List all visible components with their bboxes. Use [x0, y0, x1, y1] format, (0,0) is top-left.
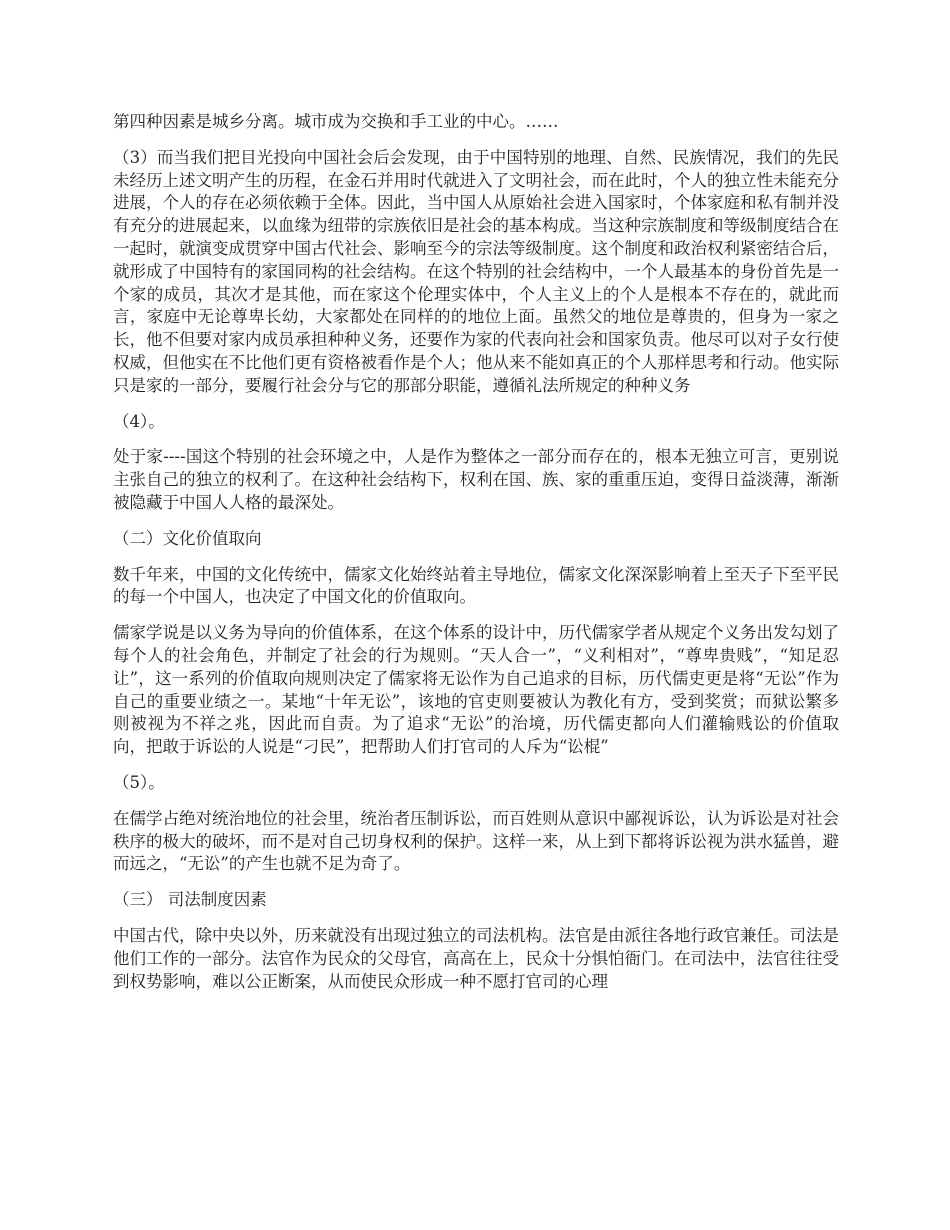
- paragraph-litigation-contempt: 在儒学占绝对统治地位的社会里，统治者压制诉讼，而百姓则从意识中鄙视诉讼，认为诉讼是对社会秩序的极大的破坏，而不是对自己切身权利的保护。这样一来，从上到下都将诉讼视为洪水猛兽，避而远之，“无讼”的产生也就不足为奇了。: [113, 808, 839, 874]
- paragraph-urban-rural: 第四种因素是城乡分离。城市成为交换和手工业的中心。……: [113, 112, 559, 131]
- document-body: [113, 111, 839, 1006]
- paragraph-3-clan-system: （3）而当我们把目光投向中国社会后会发现，由于中国特别的地理、自然、民族情况，我们的先民未经历上述文明产生的历程，在金石并用时代就进入了文明社会，而在此时，个人的独立性未能充分进展，个人的存在必须依赖于全体。因此，当中国人从原始社会进入国家时，个体家庭和私有制并没有充分的进展起来，以血缘为纽带的宗族依旧是社会的基本构成。当这种宗族制度和等级制度结合在一起时，就演变成贯穿中国古代社会、影响至今的宗法等级制度。这个制度和政治权利紧密结合后，就形成了中国特有的家国同构的社会结构。在这个特别的社会结构中，一个人最基本的身份首先是一个家的成员，其次才是其他，而在家这个伦理实体中，个人主义上的个人是根本不存在的，就此而言，家庭中无论尊卑长幼，大家都处在同样的的地位上面。虽然父的地位是尊贵的，但身为一家之长，他不但要对家内成员承担种种义务，还要作为家的代表向社会和国家负责。他尽可以对子女行使权威，但他实在不比他们更有资格被看作是个人；他从来不能如真正的个人那样思考和行动。他实际只是家的一部分，要履行社会分与它的那部分职能，遵循礼法所规定的种种义务: [113, 147, 839, 395]
- paragraph-confucian-duty: 儒家学说是以义务为导向的价值体系，在这个体系的设计中，历代儒家学者从规定个义务出发勾划了每个人的社会角色，并制定了社会的行为规则。“天人合一”，“义利相对”，“尊卑贵贱”，“知足忍让”，这一系列的价值取向规则决定了儒家将无讼作为自己追求的目标，历代儒吏更是将“无讼”作为自己的重要业绩之一。某地“十年无讼”，该地的官吏则要被认为教化有方，受到奖赏；而狱讼繁多则被视为不祥之兆，因此而自责。为了追求“无讼”的治境，历代儒吏都向人们灌输贱讼的价值取向，把敢于诉讼的人说是“刁民”，把帮助人们打官司的人斥为“讼棍”: [113, 623, 839, 757]
- paragraph-judicial-institutions: 中国古代，除中央以外，历来就没有出现过独立的司法机构。法官是由派往各地行政官兼任。司法是他们工作的一部分。法官作为民众的父母官，高高在上，民众十分惧怕衙门。在司法中，法官往往受到权势影响，难以公正断案，从而使民众形成一种不愿打官司的心理: [113, 925, 839, 991]
- footnote-marker-4: （4）。: [113, 411, 165, 431]
- footnote-marker-5: （5）。: [113, 772, 165, 792]
- paragraph-confucian-tradition: 数千年来，中国的文化传统中，儒家文化始终站着主导地位，儒家文化深深影响着上至天子下至平民的每一个中国人，也决定了中国文化的价值取向。: [113, 564, 839, 607]
- section-heading-cultural-values: （二）文化价值取向: [113, 528, 262, 548]
- paragraph-family-state: 处于家----国这个特别的社会环境之中，人是作为整体之一部分而存在的，根本无独立可言，更别说主张自己的独立的权利了。在这种社会结构下，权利在国、族、家的重重压迫，变得日益淡薄，渐渐被隐藏于中国人人格的最深处。: [113, 447, 839, 512]
- section-heading-judicial-system: （三） 司法制度因素: [113, 890, 267, 910]
